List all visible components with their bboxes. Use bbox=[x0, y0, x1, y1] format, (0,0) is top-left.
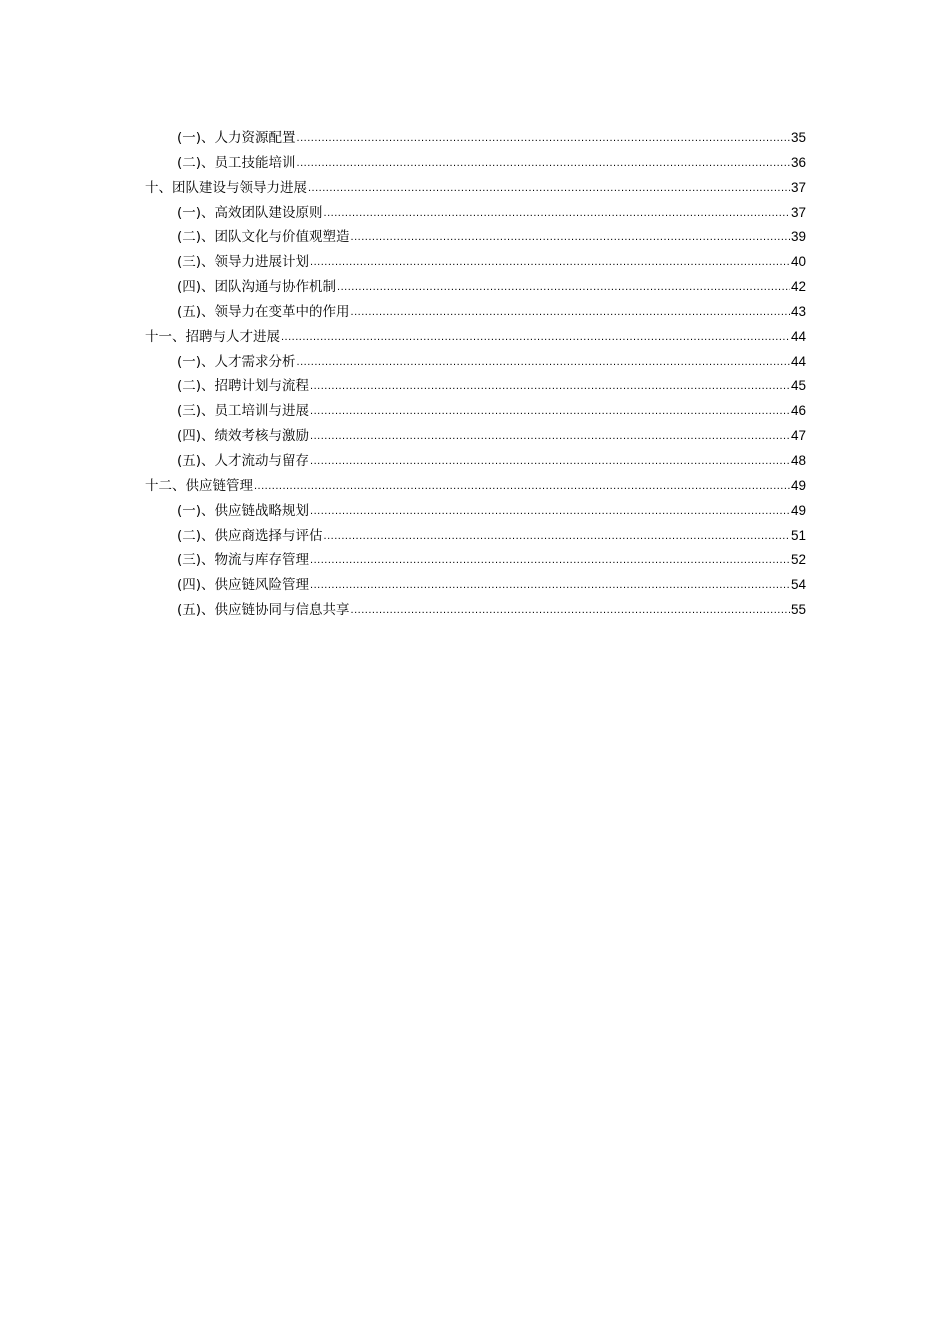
toc-dot-leader bbox=[281, 332, 790, 343]
toc-page-number: 44 bbox=[790, 353, 806, 369]
toc-dot-leader bbox=[310, 406, 790, 417]
toc-chapter-title: 十一、招聘与人才进展 bbox=[145, 328, 280, 345]
toc-page-number: 42 bbox=[790, 279, 806, 295]
toc-entry[interactable] bbox=[145, 275, 806, 300]
toc-dot-leader bbox=[324, 531, 790, 542]
toc-entry-title: (一)、供应链战略规划 bbox=[177, 502, 310, 519]
toc-page-number: 46 bbox=[790, 403, 806, 419]
toc-entry-title: (二)、招聘计划与流程 bbox=[177, 378, 310, 395]
toc-page-number: 55 bbox=[790, 602, 806, 618]
toc-entry-title: (四)、团队沟通与协作机制 bbox=[177, 279, 337, 296]
toc-page-number: 49 bbox=[790, 477, 806, 493]
toc-dot-leader bbox=[308, 183, 790, 194]
toc-chapter-entry[interactable] bbox=[145, 325, 806, 350]
toc-dot-leader bbox=[297, 133, 790, 144]
toc-chapter-title: 十二、供应链管理 bbox=[145, 477, 253, 494]
toc-dot-leader bbox=[310, 381, 790, 392]
toc-entry[interactable] bbox=[145, 126, 806, 151]
toc-dot-leader bbox=[351, 605, 790, 616]
toc-dot-leader bbox=[310, 506, 790, 517]
toc-dot-leader bbox=[310, 555, 790, 566]
toc-entry-title: (二)、员工技能培训 bbox=[177, 154, 296, 171]
toc-page-number: 54 bbox=[790, 577, 806, 593]
toc-dot-leader bbox=[310, 456, 790, 467]
toc-entry-title: (三)、领导力进展计划 bbox=[177, 254, 310, 271]
toc-entry[interactable] bbox=[145, 598, 806, 623]
toc-entry[interactable] bbox=[145, 201, 806, 226]
toc-dot-leader bbox=[297, 357, 790, 368]
toc-dot-leader bbox=[351, 307, 790, 318]
toc-dot-leader bbox=[351, 232, 790, 243]
toc-page-number: 37 bbox=[790, 179, 806, 195]
toc-entry[interactable] bbox=[145, 424, 806, 449]
toc-entry-title: (五)、供应链协同与信息共享 bbox=[177, 602, 350, 619]
toc-page-number: 40 bbox=[790, 254, 806, 270]
toc-dot-leader bbox=[310, 257, 790, 268]
toc-dot-leader bbox=[324, 208, 790, 219]
toc-dot-leader bbox=[310, 580, 790, 591]
toc-page-number: 36 bbox=[790, 154, 806, 170]
toc-page-number: 49 bbox=[790, 502, 806, 518]
toc-entry[interactable] bbox=[145, 399, 806, 424]
toc-entry[interactable] bbox=[145, 300, 806, 325]
toc-entry[interactable] bbox=[145, 350, 806, 375]
toc-page-number: 51 bbox=[790, 527, 806, 543]
toc-dot-leader bbox=[297, 158, 790, 169]
toc-entry-title: (二)、团队文化与价值观塑造 bbox=[177, 229, 350, 246]
toc-page-number: 37 bbox=[790, 204, 806, 220]
toc-page-number: 48 bbox=[790, 452, 806, 468]
toc-dot-leader bbox=[254, 481, 790, 492]
toc-page-number: 43 bbox=[790, 303, 806, 319]
toc-entry-title: (一)、人力资源配置 bbox=[177, 130, 296, 146]
toc-entry[interactable] bbox=[145, 548, 806, 573]
toc-chapter-title: 十、团队建设与领导力进展 bbox=[145, 179, 307, 196]
toc-entry[interactable] bbox=[145, 449, 806, 474]
toc-entry[interactable] bbox=[145, 573, 806, 598]
toc-dot-leader bbox=[310, 431, 790, 442]
toc-entry[interactable] bbox=[145, 499, 806, 524]
toc-entry[interactable] bbox=[145, 524, 806, 549]
toc-entry-title: (四)、绩效考核与激励 bbox=[177, 428, 310, 445]
toc-page-number: 45 bbox=[790, 378, 806, 394]
table-of-contents bbox=[145, 126, 806, 623]
toc-entry-title: (三)、物流与库存管理 bbox=[177, 552, 310, 569]
toc-entry-title: (五)、领导力在变革中的作用 bbox=[177, 303, 350, 320]
toc-page-number: 52 bbox=[790, 552, 806, 568]
toc-dot-leader bbox=[337, 282, 790, 293]
toc-chapter-entry[interactable] bbox=[145, 176, 806, 201]
toc-entry-title: (一)、人才需求分析 bbox=[177, 353, 296, 370]
toc-entry[interactable] bbox=[145, 151, 806, 176]
toc-page-number: 35 bbox=[790, 130, 806, 145]
toc-entry-title: (三)、员工培训与进展 bbox=[177, 403, 310, 420]
toc-page-number: 39 bbox=[790, 229, 806, 245]
toc-entry-title: (五)、人才流动与留存 bbox=[177, 452, 310, 469]
toc-page-number: 44 bbox=[790, 328, 806, 344]
toc-entry[interactable] bbox=[145, 374, 806, 399]
toc-page-number: 47 bbox=[790, 428, 806, 444]
toc-entry[interactable] bbox=[145, 225, 806, 250]
toc-entry[interactable] bbox=[145, 250, 806, 275]
toc-entry-title: (四)、供应链风险管理 bbox=[177, 577, 310, 594]
toc-entry-title: (一)、高效团队建设原则 bbox=[177, 204, 323, 221]
toc-chapter-entry[interactable] bbox=[145, 474, 806, 499]
toc-entry-title: (二)、供应商选择与评估 bbox=[177, 527, 323, 544]
